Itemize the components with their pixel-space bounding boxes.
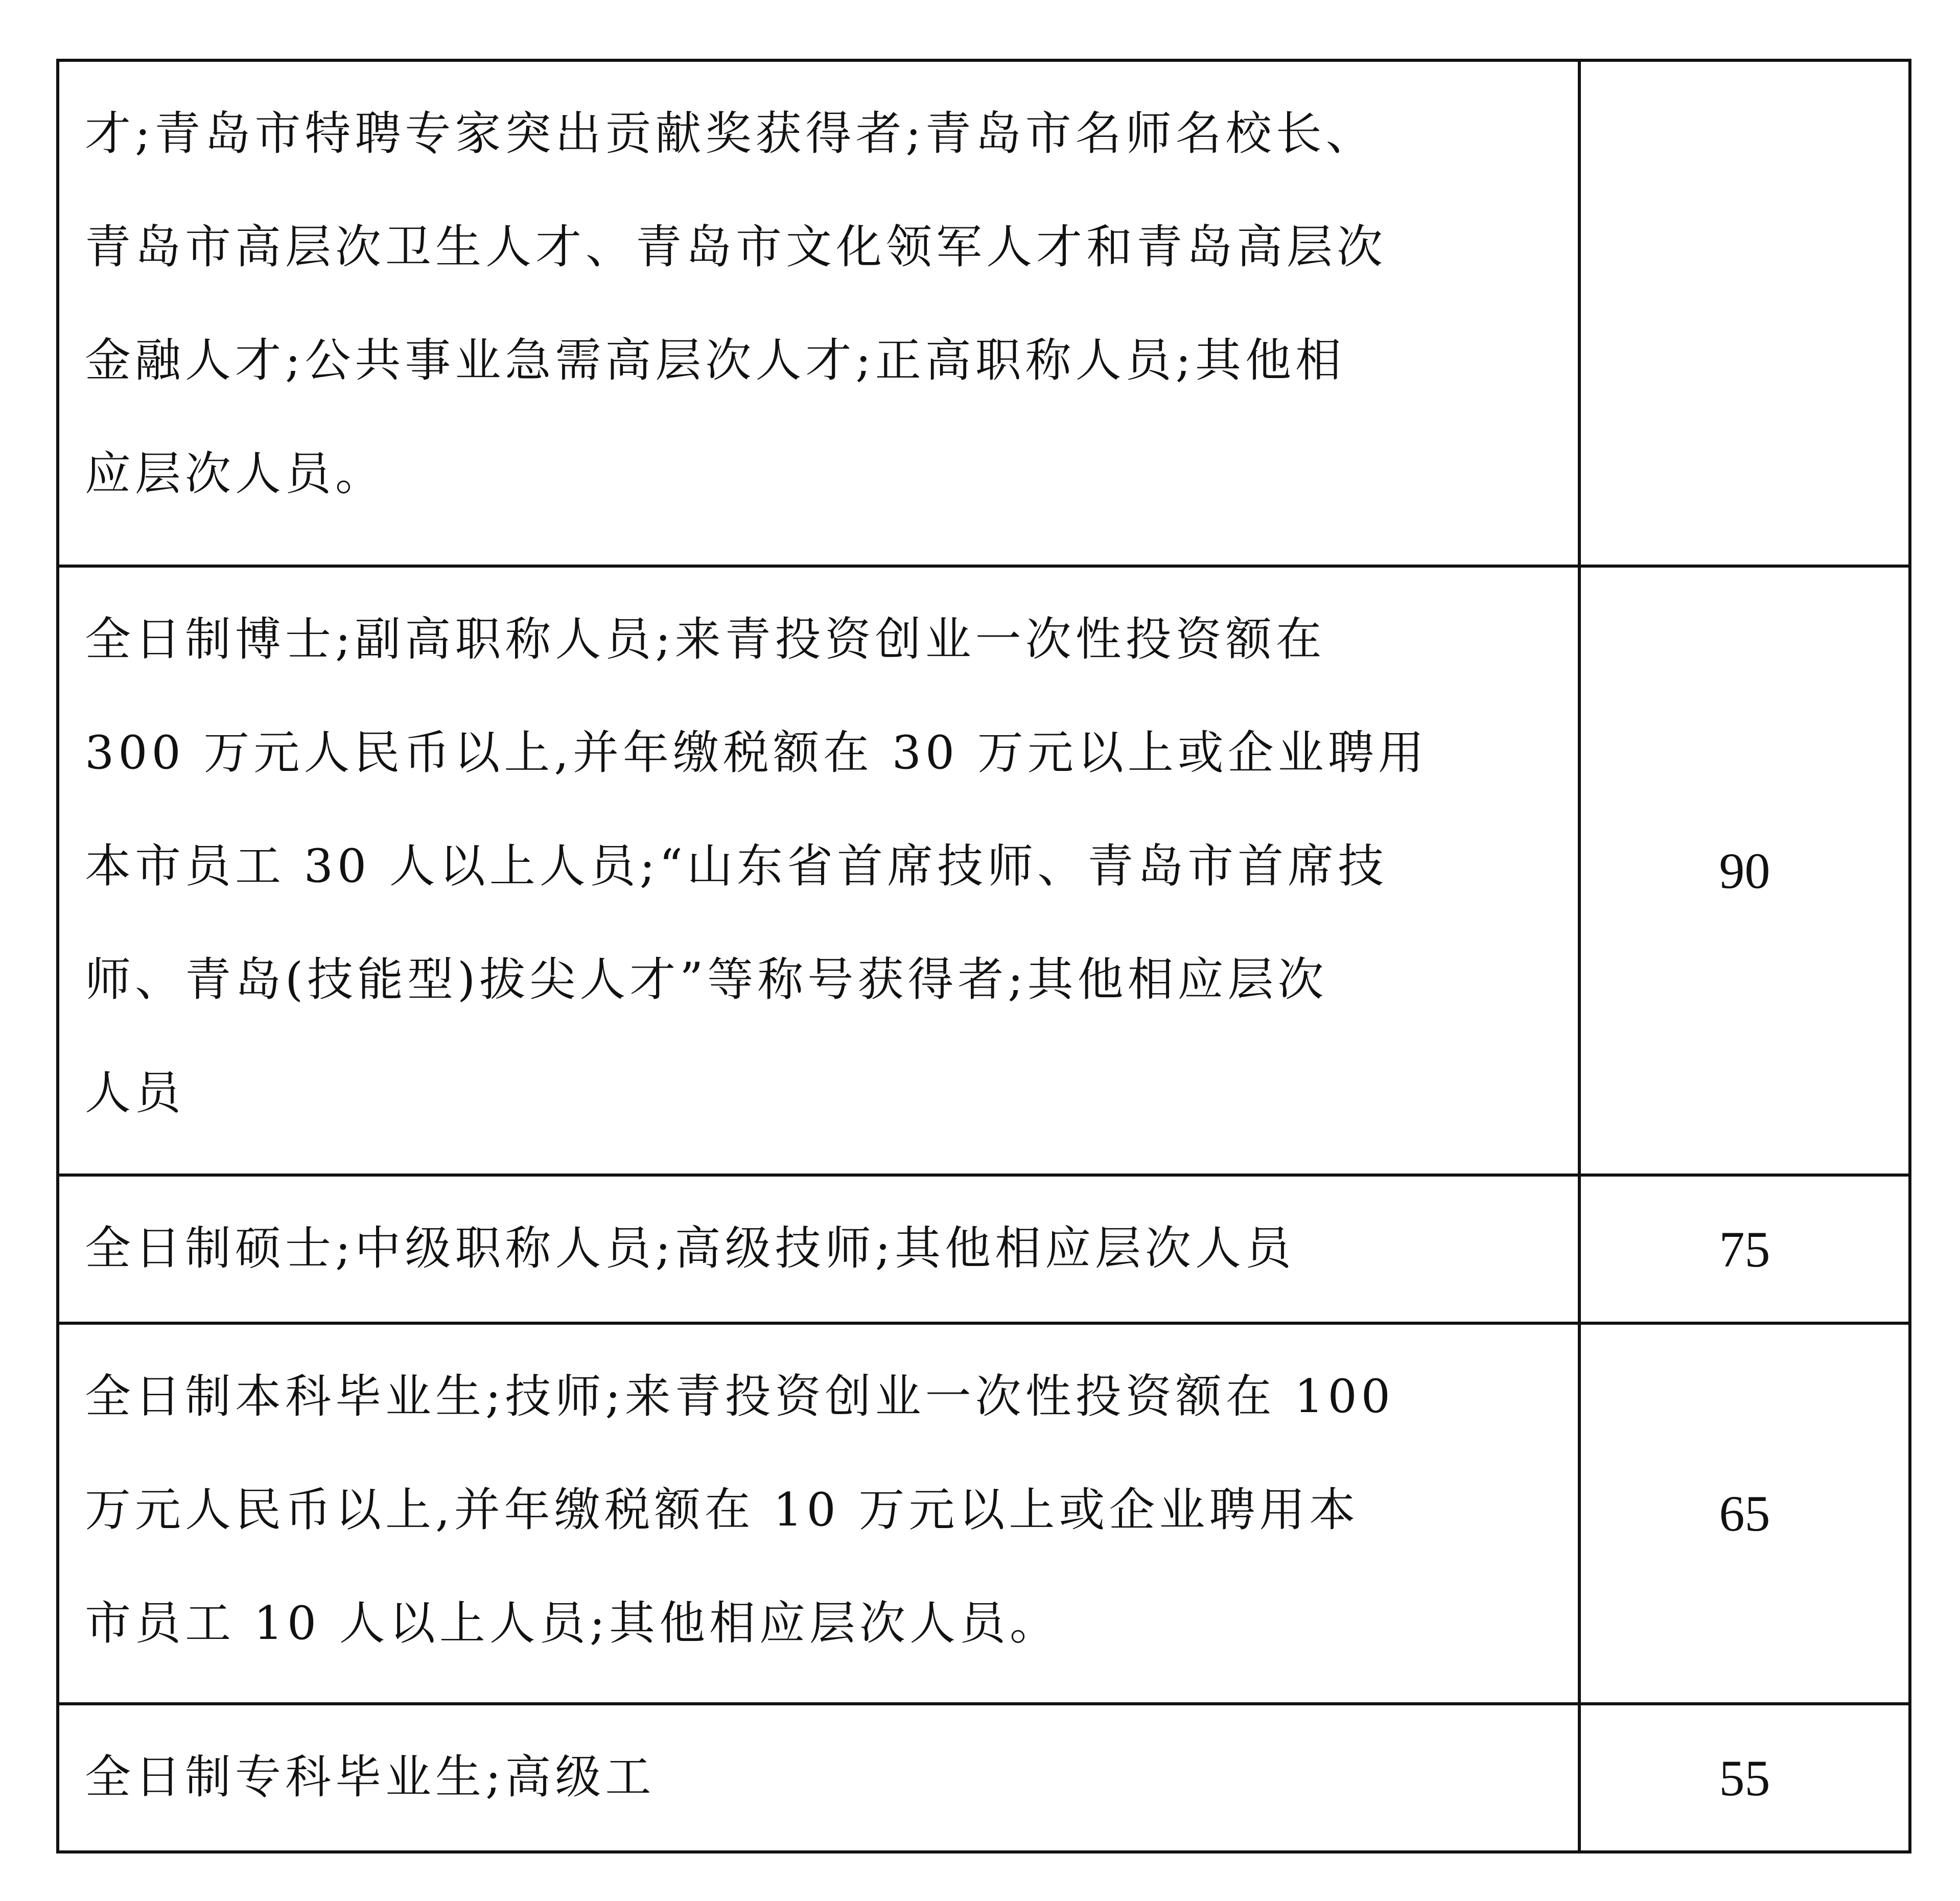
- score-cell: [1579, 60, 1910, 566]
- description-text: 全日制本科毕业生;技师;来青投资创业一次性投资额在 100 万元人民币以上,并年缴税额在 10 万元以上或企业聘用本 市员工 10 人以上人员;其他相应层次人员。: [85, 1370, 1395, 1650]
- description-text: 才;青岛市特聘专家突出贡献奖获得者;青岛市名师名校长、 青岛市高层次卫生人才、青岛市文化领军人才和青岛高层次 金融人才;公共事业急需高层次人才;正高职称人员;其他相 应层次人员。: [85, 107, 1387, 501]
- description-text: 全日制专科毕业生;高级工: [85, 1750, 656, 1804]
- score-cell: 55: [1579, 1704, 1910, 1852]
- description-cell: [58, 60, 1579, 566]
- description-text: 全日制博士;副高职称人员;来青投资创业一次性投资额在 300 万元人民币以上,并年缴税额在 30 万元以上或企业聘用 本市员工 30 人以上人员;“山东省首席技师、青岛市首席技 师、青岛(技能型)拔尖人才”等称号获得者;其他相应层次 人员: [85, 613, 1428, 1120]
- table-row: [58, 1704, 1910, 1852]
- score-cell: 90: [1579, 566, 1910, 1175]
- description-text: 全日制硕士;中级职称人员;高级技师;其他相应层次人员: [85, 1222, 1295, 1275]
- table-row: [58, 1323, 1910, 1704]
- table-row: [58, 566, 1910, 1175]
- score-cell: 75: [1579, 1175, 1910, 1323]
- table-row: [58, 1175, 1910, 1323]
- scoring-table: [56, 59, 1911, 1853]
- description-cell: [58, 1704, 1579, 1852]
- description-cell: [58, 1175, 1579, 1323]
- description-cell: [58, 566, 1579, 1175]
- table-row: [58, 60, 1910, 566]
- description-cell: [58, 1323, 1579, 1704]
- score-cell: 65: [1579, 1323, 1910, 1704]
